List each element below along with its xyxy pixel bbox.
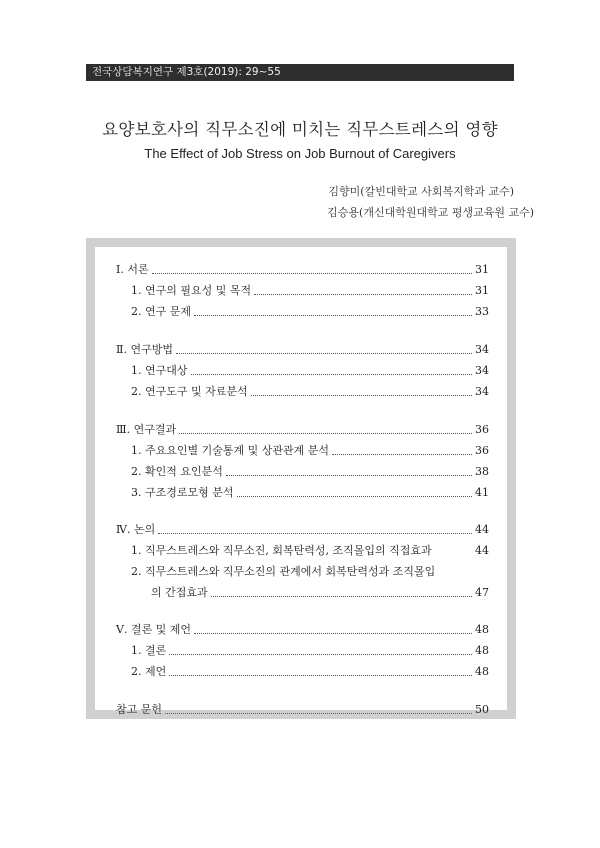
toc-entry-page: 34 (475, 343, 489, 356)
toc-entry-page: 48 (475, 665, 489, 678)
toc-entry-page: 44 (475, 544, 489, 557)
toc-entry-label: 2. 직무스트레스와 직무소진의 관계에서 회복탄력성과 조직몰입 (131, 565, 436, 578)
toc-entry-label: 1. 주요요인별 기술통계 및 상관관계 분석 (131, 444, 329, 457)
leader-dots (254, 293, 472, 295)
toc-entry-label: 2. 연구도구 및 자료분석 (131, 385, 248, 398)
toc-inner-panel (95, 247, 507, 716)
toc-entry-page: 34 (475, 364, 489, 377)
toc-entry-label: 1. 연구의 필요성 및 목적 (131, 284, 252, 297)
leader-dots (237, 495, 473, 497)
toc-entry-discussion[interactable] (95, 517, 507, 537)
toc-entry-page: 44 (475, 523, 489, 536)
leader-dots (165, 712, 472, 714)
leader-dots (211, 595, 472, 597)
toc-entry-label: 1. 직무스트레스와 직무소진, 회복탄력성, 조직몰입의 직접효과 (131, 544, 432, 557)
leader-dots (169, 653, 472, 655)
toc-entry-page: 33 (475, 305, 489, 318)
toc-entry-page: 38 (475, 465, 489, 478)
toc-entry-label: 의 간접효과 (151, 586, 208, 599)
author-1: 김향미(칼빈대학교 사회복지학과 교수) (328, 185, 514, 198)
journal-reference: 전국상담복지연구 제3호(2019): 29~55 (92, 66, 281, 78)
toc-entry-label: Ⅱ. 연구방법 (116, 343, 173, 356)
toc-entry-cfa[interactable] (95, 459, 507, 479)
leader-dots (169, 674, 472, 676)
toc-entry-page: 31 (475, 284, 489, 297)
toc-entry-label: 3. 구조경로모형 분석 (131, 486, 234, 499)
leader-dots (332, 453, 472, 455)
toc-entry-indirect-effects-cont[interactable] (95, 580, 507, 600)
author-2: 김승용(개신대학원대학교 평생교육원 교수) (327, 206, 534, 219)
toc-entry-subjects[interactable] (95, 358, 507, 378)
toc-entry-methods[interactable] (95, 337, 507, 357)
toc-entry-label: Ⅰ. 서론 (116, 263, 149, 276)
toc-entry-page: 47 (475, 586, 489, 599)
leader-dots (179, 432, 472, 434)
toc-entry-label: 2. 연구 문제 (131, 305, 191, 318)
toc-entry-conclusions[interactable] (95, 638, 507, 658)
toc-entry-label: 1. 연구대상 (131, 364, 188, 377)
toc-entry-page: 34 (475, 385, 489, 398)
toc-entry-page: 31 (475, 263, 489, 276)
leader-dots (191, 373, 473, 375)
toc-entry-page: 36 (475, 444, 489, 457)
toc-entry-instruments[interactable] (95, 379, 507, 399)
leader-dots (251, 394, 472, 396)
toc-entry-necessity[interactable] (95, 278, 507, 298)
table-of-contents (86, 238, 516, 719)
toc-entry-references[interactable] (95, 697, 507, 717)
toc-entry-direct-effects[interactable] (95, 538, 507, 558)
toc-entry-conclusion[interactable] (95, 617, 507, 637)
leader-dots (226, 474, 472, 476)
leader-dots (194, 314, 472, 316)
leader-dots (194, 632, 472, 634)
toc-entry-label: 참고 문헌 (116, 703, 163, 716)
toc-entry-label: Ⅳ. 논의 (116, 523, 156, 536)
toc-entry-indirect-effects[interactable] (95, 559, 507, 579)
toc-entry-page: 41 (475, 486, 489, 499)
leader-dots (158, 532, 472, 534)
toc-entry-label: 2. 확인적 요인분석 (131, 465, 223, 478)
toc-entry-page: 48 (475, 623, 489, 636)
korean-title: 요양보호사의 직무소진에 미치는 직무스트레스의 영향 (102, 120, 498, 139)
toc-entry-introduction[interactable] (95, 257, 507, 277)
toc-entry-label: 1. 결론 (131, 644, 167, 657)
toc-entry-label: Ⅴ. 결론 및 제언 (116, 623, 192, 636)
leader-dots (176, 352, 472, 354)
toc-entry-research-questions[interactable] (95, 299, 507, 319)
toc-entry-results[interactable] (95, 417, 507, 437)
toc-entry-page: 36 (475, 423, 489, 436)
toc-entry-label: Ⅲ. 연구결과 (116, 423, 177, 436)
toc-entry-page: 50 (475, 703, 489, 716)
toc-entry-path-model[interactable] (95, 480, 507, 500)
toc-entry-label: 2. 제언 (131, 665, 167, 678)
toc-entry-suggestions[interactable] (95, 659, 507, 679)
toc-entry-page: 48 (475, 644, 489, 657)
toc-entry-descriptive-stats[interactable] (95, 438, 507, 458)
english-title: The Effect of Job Stress on Job Burnout of Caregivers (144, 146, 456, 161)
leader-dots (152, 272, 472, 274)
